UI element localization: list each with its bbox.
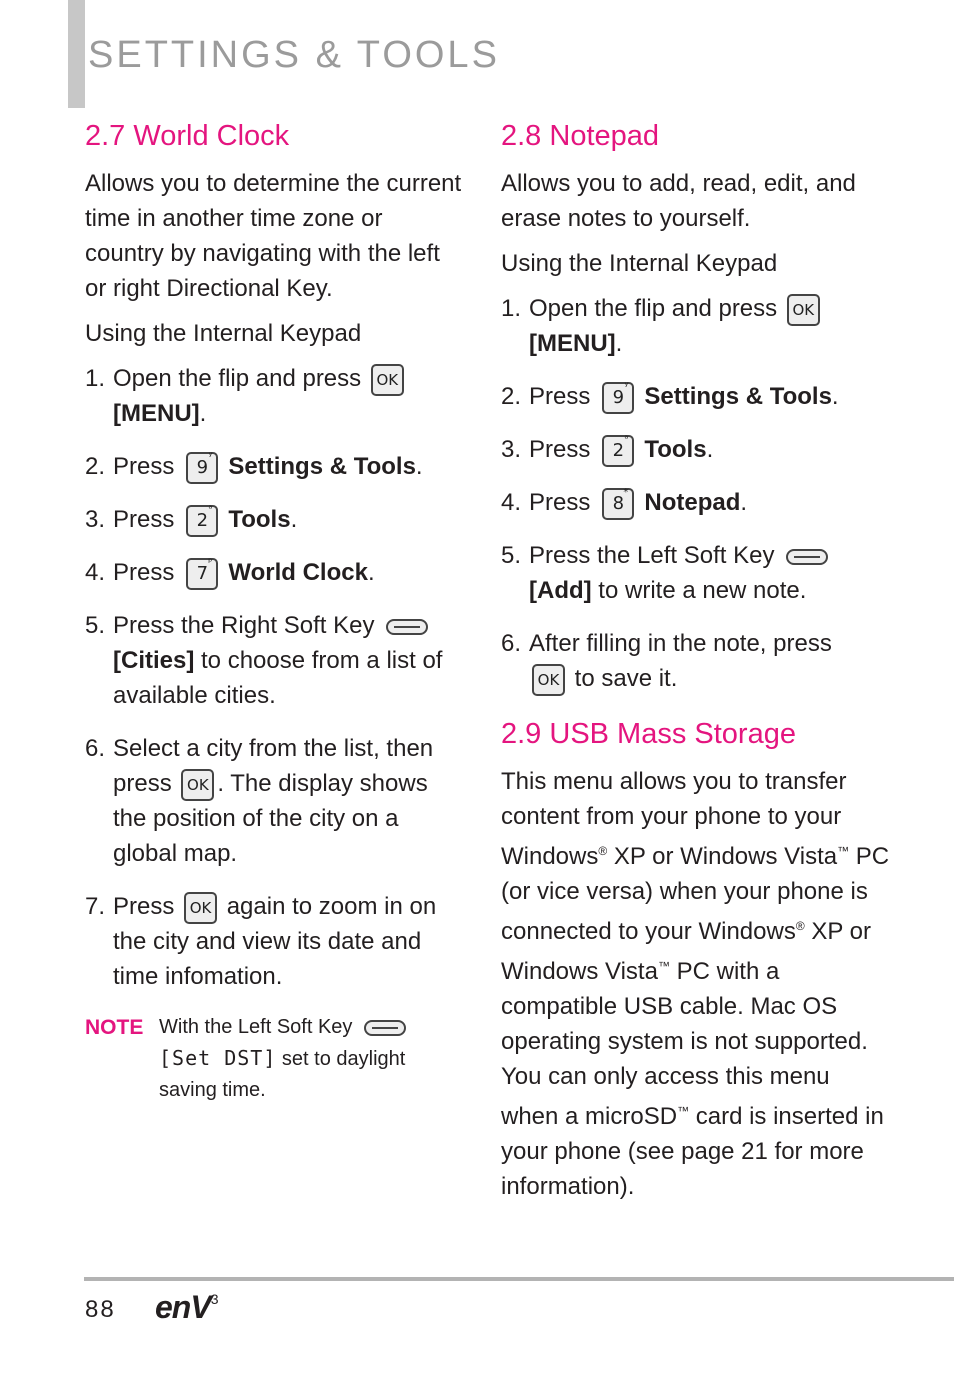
step-text: Press [529,436,591,463]
menu-label: Notepad [644,489,741,516]
step-text: Press [113,453,175,480]
usb-text: XP or Windows Vista [607,843,838,870]
menu-label: Tools [644,436,707,463]
key-sup: ᵃ [624,433,629,445]
usb-text: This menu allows you to transfer content from your phone to your Windows [501,768,847,870]
usb-text: PC with a compatible USB cable. Mac OS operating system is not supported. You can only access this menu when a microSD [501,958,868,1130]
brand-name: enV [155,1289,211,1325]
step-text: . [740,489,748,516]
key-label: 7 [196,562,209,584]
usb-text: card is inserted in your phone (see page 21 for more information). [501,1103,884,1200]
step-item [85,449,465,484]
ok-key-icon: OK [787,294,820,326]
step-number: 6. [501,630,522,657]
step-text: . [615,330,623,357]
step-item [85,731,465,871]
note-text: With the Left Soft Key [159,1016,353,1038]
step-number: 3. [501,436,522,463]
trademark-mark: ™ [677,1104,690,1118]
trademark-mark: ™ [657,959,670,973]
step-number: 1. [501,295,522,322]
step-text: again to zoom in on the city and view its date and time infomation. [113,893,437,990]
usb-text: PC (or vice versa) when your phone is connected to your Windows [501,843,890,945]
step-text: . [290,506,298,533]
ok-key-icon: OK [181,769,214,801]
step-item [501,485,891,520]
menu-label: World Clock [228,559,368,586]
page-number: 88 [85,1296,116,1323]
step-number: 4. [501,489,522,516]
step-text: Press [113,506,175,533]
menu-label: [MENU] [113,400,200,427]
note-code: [Set DST] [159,1046,277,1070]
step-text: . [831,383,839,410]
step-number: 2. [501,383,522,410]
notepad-subheading: Using the Internal Keypad [501,250,778,277]
key-sup: ᵖ [208,556,213,568]
key-label: 9 [612,386,625,408]
key-sup: ᵃ [208,503,213,515]
step-text: Press [113,893,175,920]
step-text: Open the flip and press [529,295,778,322]
usb-body [501,764,891,1204]
right-soft-key-icon [386,619,428,635]
footer-rule [84,1277,954,1281]
registered-mark: ® [598,844,608,858]
key-sup: ʸ [208,450,213,462]
step-text: to choose from a list of available cities. [113,647,443,709]
step-text: . [199,400,207,427]
step-item [85,502,465,537]
step-number: 7. [85,893,106,920]
key-sup: * [623,486,629,498]
menu-label: [Cities] [113,647,195,674]
step-item [501,291,891,361]
notepad-intro: Allows you to add, read, edit, and erase notes to yourself. [501,170,856,232]
header-bar [68,0,85,108]
two-key-icon [602,435,634,467]
left-soft-key-icon [364,1020,406,1036]
note-label: NOTE [85,1016,144,1039]
usb-text: XP or Windows Vista [501,918,871,985]
step-text: Select a city from the list, then press [113,735,434,797]
notepad-heading: 2.8 Notepad [501,120,660,152]
seven-key-icon [186,558,218,590]
world-clock-intro: Allows you to determine the current time in another time zone or country by navigating with the left or right Directional Key. [85,170,462,302]
note-block [85,1012,465,1106]
key-label: 2 [196,509,209,531]
menu-label: [Add] [529,577,592,604]
notepad-steps [501,291,891,696]
menu-label: Tools [228,506,291,533]
step-item [85,361,465,431]
notepad-section [501,116,891,1204]
key-sup: ʸ [624,380,629,392]
step-text: . [706,436,714,463]
step-number: 6. [85,735,106,762]
step-number: 1. [85,365,106,392]
step-text: Press [113,559,175,586]
step-text: Press [529,489,591,516]
nine-key-icon [186,452,218,484]
menu-label: Settings & Tools [228,453,416,480]
registered-mark: ® [795,919,805,933]
menu-label: [MENU] [529,330,616,357]
usb-heading: 2.9 USB Mass Storage [501,718,796,750]
ok-key-icon: OK [532,664,565,696]
step-text: . [415,453,423,480]
world-clock-section [85,116,465,1106]
step-item [501,432,891,467]
trademark-mark: ™ [837,844,850,858]
two-key-icon [186,505,218,537]
step-text: Open the flip and press [113,365,362,392]
brand-sup: 3 [210,1291,218,1307]
step-item [501,379,891,414]
step-text: to save it. [568,665,678,692]
step-item [501,538,891,608]
eight-key-icon [602,488,634,520]
step-number: 5. [85,612,106,639]
world-clock-steps [85,361,465,994]
ok-key-icon: OK [184,892,217,924]
world-clock-subheading: Using the Internal Keypad [85,320,362,347]
note-text: set to daylight saving time. [159,1048,406,1101]
step-text: . [367,559,375,586]
step-number: 3. [85,506,106,533]
step-text: Press [529,383,591,410]
page-title: SETTINGS & TOOLS [88,34,500,76]
step-text: to write a new note. [591,577,807,604]
step-item [85,608,465,713]
step-text: After filling in the note, press [529,630,832,657]
step-item [85,889,465,994]
step-text: . The display shows the position of the city on a global map. [113,770,428,867]
ok-key-icon: OK [371,364,404,396]
step-number: 4. [85,559,106,586]
world-clock-heading: 2.7 World Clock [85,120,290,152]
key-label: 2 [612,439,625,461]
step-number: 5. [501,542,522,569]
step-item [501,626,891,696]
step-text: Press the Right Soft Key [113,612,375,639]
key-label: 9 [196,456,209,478]
menu-label: Settings & Tools [644,383,832,410]
brand-logo [155,1289,217,1326]
step-item [85,555,465,590]
key-label: 8 [612,492,625,514]
step-number: 2. [85,453,106,480]
nine-key-icon [602,382,634,414]
left-soft-key-icon [786,549,828,565]
step-text: Press the Left Soft Key [529,542,775,569]
